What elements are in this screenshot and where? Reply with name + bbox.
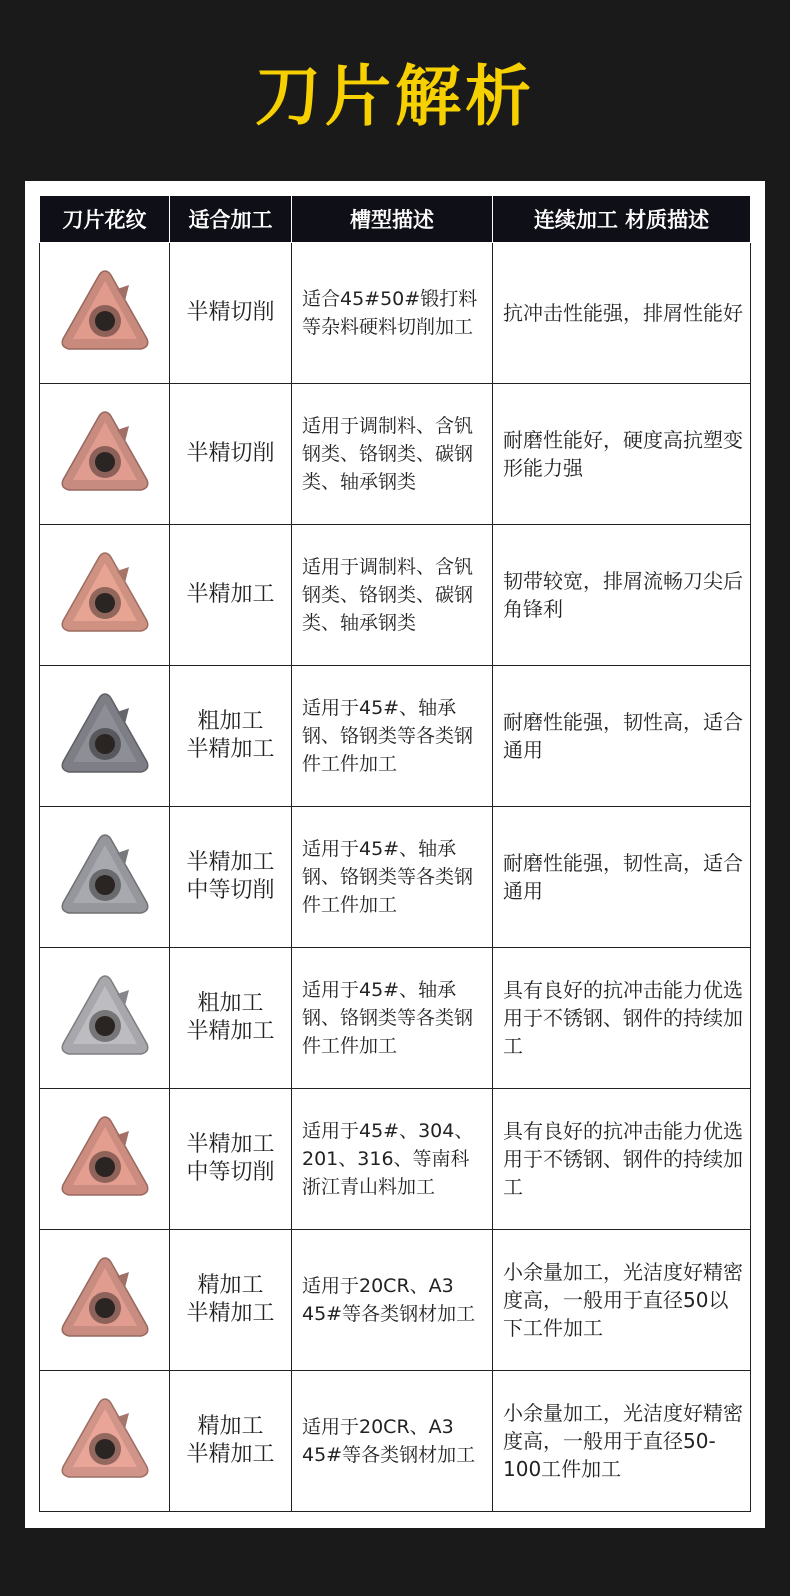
rose-gold-threading-insert-icon	[55, 263, 155, 363]
material-description: 抗冲击性能强，排屑性能好	[493, 243, 751, 384]
processing-type: 粗加工 半精加工	[170, 666, 292, 807]
insert-image-cell	[40, 1089, 170, 1230]
rose-gold-threading-insert-icon	[55, 1391, 155, 1491]
insert-image-cell	[40, 807, 170, 948]
processing-type: 精加工 半精加工	[170, 1371, 292, 1512]
insert-image-cell	[40, 1371, 170, 1512]
processing-type: 粗加工 半精加工	[170, 948, 292, 1089]
material-description: 具有良好的抗冲击能力优选用于不锈钢、钢件的持续加工	[493, 1089, 751, 1230]
table-row	[40, 243, 751, 384]
page-title: 刀片解析	[255, 58, 535, 135]
material-description: 具有良好的抗冲击能力优选用于不锈钢、钢件的持续加工	[493, 948, 751, 1089]
material-description: 耐磨性能好，硬度高抗塑变形能力强	[493, 384, 751, 525]
material-description: 耐磨性能强，韧性高，适合通用	[493, 666, 751, 807]
groove-description: 适用于45#、轴承钢、铬钢类等各类钢件工件加工	[292, 666, 493, 807]
processing-type: 半精加工 中等切削	[170, 807, 292, 948]
table-row	[40, 525, 751, 666]
silver-threading-insert-icon	[55, 968, 155, 1068]
processing-type: 半精切削	[170, 384, 292, 525]
table-row	[40, 948, 751, 1089]
insert-analysis-table	[39, 195, 751, 1512]
groove-description: 适用于调制料、含钒钢类、铬钢类、碳钢类、轴承钢类	[292, 384, 493, 525]
material-description: 小余量加工，光洁度好精密度高，一般用于直径50以下工件加工	[493, 1230, 751, 1371]
header-material-description: 连续加工 材质描述	[493, 196, 751, 243]
table-row	[40, 807, 751, 948]
groove-description: 适用于调制料、含钒钢类、铬钢类、碳钢类、轴承钢类	[292, 525, 493, 666]
insert-image-cell	[40, 384, 170, 525]
rose-gold-threading-insert-icon	[55, 1250, 155, 1350]
insert-image-cell	[40, 948, 170, 1089]
processing-type: 半精加工 中等切削	[170, 1089, 292, 1230]
table-row	[40, 666, 751, 807]
grey-threading-insert-icon	[55, 686, 155, 786]
processing-type: 精加工 半精加工	[170, 1230, 292, 1371]
table-row	[40, 1371, 751, 1512]
material-description: 耐磨性能强，韧性高，适合通用	[493, 807, 751, 948]
groove-description: 适用于20CR、A3 45#等各类钢材加工	[292, 1230, 493, 1371]
header-processing: 适合加工	[170, 196, 292, 243]
grey-threading-insert-icon	[55, 827, 155, 927]
insert-table-card	[25, 181, 765, 1528]
insert-image-cell	[40, 666, 170, 807]
rose-gold-threading-insert-icon	[55, 1109, 155, 1209]
processing-type: 半精加工	[170, 525, 292, 666]
table-row	[40, 1089, 751, 1230]
header-insert-pattern: 刀片花纹	[40, 196, 170, 243]
rose-gold-threading-insert-icon	[55, 404, 155, 504]
insert-image-cell	[40, 1230, 170, 1371]
table-row	[40, 384, 751, 525]
header-groove-description: 槽型描述	[292, 196, 493, 243]
processing-type: 半精切削	[170, 243, 292, 384]
groove-description: 适用于45#、轴承钢、铬钢类等各类钢件工件加工	[292, 948, 493, 1089]
material-description: 小余量加工，光洁度好精密度高，一般用于直径50-100工件加工	[493, 1371, 751, 1512]
table-header-row	[40, 196, 751, 243]
insert-image-cell	[40, 525, 170, 666]
groove-description: 适用于45#、轴承钢、铬钢类等各类钢件工件加工	[292, 807, 493, 948]
rose-gold-threading-insert-icon	[55, 545, 155, 645]
table-row	[40, 1230, 751, 1371]
groove-description: 适用于20CR、A3 45#等各类钢材加工	[292, 1371, 493, 1512]
groove-description: 适用于45#、304、201、316、等南科浙江青山料加工	[292, 1089, 493, 1230]
insert-image-cell	[40, 243, 170, 384]
material-description: 韧带较宽，排屑流畅刀尖后角锋利	[493, 525, 751, 666]
groove-description: 适合45#50#锻打料等杂料硬料切削加工	[292, 243, 493, 384]
